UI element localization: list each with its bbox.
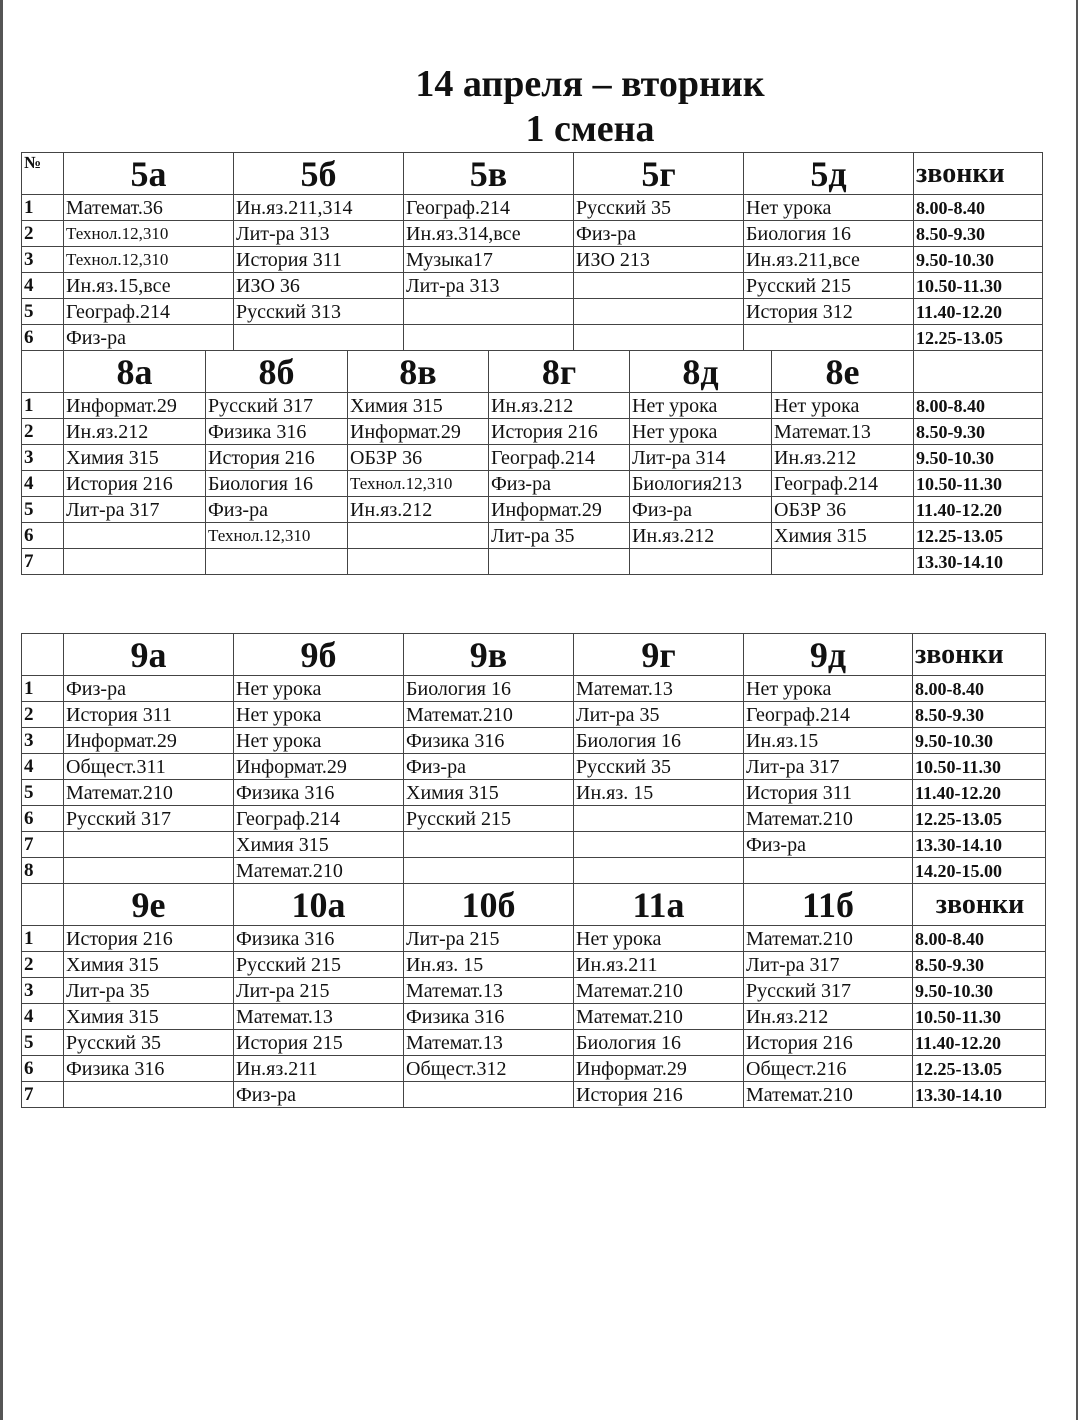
lesson-cell: Технол.12,310 [348, 471, 489, 497]
class-header: 8д [630, 351, 772, 393]
lesson-cell: Ин.яз.212 [744, 1004, 913, 1030]
num-header: № [22, 153, 64, 195]
lesson-cell: Русский 215 [744, 273, 914, 299]
lesson-cell: Русский 215 [234, 952, 404, 978]
lesson-row [22, 221, 1043, 247]
lesson-number: 7 [22, 832, 64, 858]
lesson-row [22, 273, 1043, 299]
lesson-cell: Физ-ра [234, 1082, 404, 1108]
lesson-cell [64, 523, 206, 549]
lesson-cell: Лит-ра 317 [64, 497, 206, 523]
lesson-cell: Ин.яз.211,314 [234, 195, 404, 221]
lesson-cell: Математ.210 [744, 806, 913, 832]
lesson-cell: Информат.29 [489, 497, 630, 523]
lesson-cell: История 216 [64, 471, 206, 497]
lesson-cell: Биология 16 [574, 728, 744, 754]
lesson-cell: Физ-ра [64, 676, 234, 702]
lesson-cell: История 312 [744, 299, 914, 325]
lesson-number: 5 [22, 497, 64, 523]
lesson-number: 2 [22, 221, 64, 247]
bell-time: 13.30-14.10 [914, 549, 1043, 575]
grade9-header-row [22, 634, 1046, 676]
lesson-cell: Технол.12,310 [64, 247, 234, 273]
num-header-empty [22, 351, 64, 393]
lesson-number: 1 [22, 676, 64, 702]
lesson-cell [744, 325, 914, 351]
lesson-cell: Ин.яз.15,все [64, 273, 234, 299]
lesson-cell [574, 273, 744, 299]
lesson-cell: Географ.214 [489, 445, 630, 471]
lesson-cell [404, 299, 574, 325]
lesson-row [22, 1082, 1046, 1108]
lesson-row [22, 445, 1043, 471]
lesson-cell: Математ.13 [574, 676, 744, 702]
bells-header: звонки [914, 153, 1043, 195]
lesson-number: 2 [22, 702, 64, 728]
lesson-cell [348, 549, 489, 575]
lesson-cell: Физика 316 [404, 1004, 574, 1030]
lesson-cell [64, 858, 234, 884]
lesson-cell [489, 549, 630, 575]
lesson-cell: Биология213 [630, 471, 772, 497]
lesson-row [22, 952, 1046, 978]
grade8-header-row [22, 351, 1043, 393]
class-header: 5д [744, 153, 914, 195]
lesson-number: 3 [22, 978, 64, 1004]
lesson-number: 1 [22, 926, 64, 952]
class-header: 8в [348, 351, 489, 393]
lesson-cell: Лит-ра 35 [574, 702, 744, 728]
lesson-cell: ОБЗР 36 [772, 497, 914, 523]
bell-time: 8.50-9.30 [913, 702, 1046, 728]
lesson-row [22, 978, 1046, 1004]
lesson-cell: Математ.210 [744, 926, 913, 952]
bells-header: звонки [913, 634, 1046, 676]
bell-time: 11.40-12.20 [914, 299, 1043, 325]
grade5-header-row [22, 153, 1043, 195]
lesson-cell: Нет урока [574, 926, 744, 952]
lesson-cell: Ин.яз.212 [64, 419, 206, 445]
lesson-row [22, 702, 1046, 728]
lesson-number: 3 [22, 728, 64, 754]
lesson-cell [404, 858, 574, 884]
class-header: 9е [64, 884, 234, 926]
lesson-cell: Русский 317 [744, 978, 913, 1004]
lesson-cell: Ин.яз.314,все [404, 221, 574, 247]
lesson-cell [234, 325, 404, 351]
lesson-cell: Физика 316 [64, 1056, 234, 1082]
lesson-cell: Физ-ра [744, 832, 913, 858]
bell-time: 8.00-8.40 [914, 195, 1043, 221]
lesson-cell: Нет урока [630, 419, 772, 445]
lesson-cell: Общест.311 [64, 754, 234, 780]
lesson-cell: Физ-ра [206, 497, 348, 523]
class-header: 9б [234, 634, 404, 676]
lesson-cell: Географ.214 [64, 299, 234, 325]
lesson-number: 8 [22, 858, 64, 884]
lesson-number: 6 [22, 806, 64, 832]
class-header: 9в [404, 634, 574, 676]
lesson-cell: Русский 35 [574, 195, 744, 221]
lesson-row [22, 832, 1046, 858]
class-header: 8а [64, 351, 206, 393]
lesson-cell: Химия 315 [234, 832, 404, 858]
lesson-cell: Математ.13 [772, 419, 914, 445]
lesson-cell: Ин.яз.212 [630, 523, 772, 549]
bell-time: 12.25-13.05 [914, 325, 1043, 351]
lesson-number: 1 [22, 195, 64, 221]
lesson-number: 4 [22, 471, 64, 497]
lesson-row [22, 299, 1043, 325]
bell-time: 9.50-10.30 [913, 728, 1046, 754]
lesson-cell [574, 806, 744, 832]
bell-time: 14.20-15.00 [913, 858, 1046, 884]
class-header: 8г [489, 351, 630, 393]
lesson-cell: История 311 [234, 247, 404, 273]
lesson-row [22, 676, 1046, 702]
lesson-cell: Физ-ра [630, 497, 772, 523]
lesson-cell [574, 325, 744, 351]
lesson-cell: Русский 35 [574, 754, 744, 780]
lesson-cell: Русский 317 [206, 393, 348, 419]
bell-time: 13.30-14.10 [913, 832, 1046, 858]
class-header: 5б [234, 153, 404, 195]
lesson-cell: Общест.312 [404, 1056, 574, 1082]
class-header: 9а [64, 634, 234, 676]
lesson-cell: Биология 16 [404, 676, 574, 702]
lesson-cell [348, 523, 489, 549]
class-header: 8б [206, 351, 348, 393]
lesson-number: 4 [22, 1004, 64, 1030]
lesson-cell: Лит-ра 313 [404, 273, 574, 299]
lesson-cell: Физ-ра [64, 325, 234, 351]
lesson-cell: История 216 [206, 445, 348, 471]
lesson-cell: Математ.13 [234, 1004, 404, 1030]
bell-time: 11.40-12.20 [914, 497, 1043, 523]
lesson-row [22, 754, 1046, 780]
bell-time: 11.40-12.20 [913, 780, 1046, 806]
lesson-number: 3 [22, 445, 64, 471]
lesson-cell: Технол.12,310 [206, 523, 348, 549]
lesson-cell: Географ.214 [744, 702, 913, 728]
lesson-cell: Технол.12,310 [64, 221, 234, 247]
page-title-date: 14 апреля – вторник [415, 63, 765, 105]
lesson-cell: Ин.яз.15 [744, 728, 913, 754]
lesson-cell: Музыка17 [404, 247, 574, 273]
lesson-cell: История 216 [489, 419, 630, 445]
lesson-cell: Русский 317 [64, 806, 234, 832]
bell-time: 10.50-11.30 [914, 471, 1043, 497]
lesson-cell [574, 858, 744, 884]
class-header: 11б [744, 884, 913, 926]
lesson-number: 6 [22, 1056, 64, 1082]
lesson-number: 5 [22, 1030, 64, 1056]
lesson-cell: Математ.210 [574, 1004, 744, 1030]
lesson-row [22, 497, 1043, 523]
bells-header: звонки [913, 884, 1046, 926]
lesson-number: 4 [22, 273, 64, 299]
lesson-cell: История 216 [574, 1082, 744, 1108]
lesson-cell: История 215 [234, 1030, 404, 1056]
lesson-row [22, 419, 1043, 445]
lesson-cell: Нет урока [772, 393, 914, 419]
bell-time: 13.30-14.10 [913, 1082, 1046, 1108]
class-header: 9д [744, 634, 913, 676]
lesson-number: 3 [22, 247, 64, 273]
num-header-empty [22, 884, 64, 926]
lesson-cell: Информат.29 [348, 419, 489, 445]
lesson-cell: Химия 315 [348, 393, 489, 419]
lesson-cell: Математ.210 [64, 780, 234, 806]
lesson-number: 2 [22, 952, 64, 978]
lesson-cell [630, 549, 772, 575]
lesson-number: 1 [22, 393, 64, 419]
lesson-cell: ИЗО 36 [234, 273, 404, 299]
bell-time: 8.00-8.40 [913, 926, 1046, 952]
class-header: 5г [574, 153, 744, 195]
lesson-cell: Химия 315 [404, 780, 574, 806]
bell-time: 8.00-8.40 [913, 676, 1046, 702]
lesson-cell [404, 325, 574, 351]
lesson-cell: ИЗО 213 [574, 247, 744, 273]
lesson-cell: Географ.214 [234, 806, 404, 832]
lesson-cell: Нет урока [234, 702, 404, 728]
bell-time: 9.50-10.30 [914, 445, 1043, 471]
lesson-cell: Биология 16 [206, 471, 348, 497]
lesson-cell: Биология 16 [574, 1030, 744, 1056]
lesson-cell [64, 549, 206, 575]
lesson-cell: История 311 [64, 702, 234, 728]
lesson-number: 6 [22, 523, 64, 549]
lesson-cell: Нет урока [234, 728, 404, 754]
lesson-cell: Ин.яз.212 [348, 497, 489, 523]
lesson-cell [64, 832, 234, 858]
lesson-row [22, 926, 1046, 952]
lesson-cell: Математ.210 [744, 1082, 913, 1108]
lesson-number: 5 [22, 299, 64, 325]
lesson-number: 6 [22, 325, 64, 351]
lesson-cell: Лит-ра 313 [234, 221, 404, 247]
lesson-cell: Нет урока [744, 195, 914, 221]
lesson-cell: ОБЗР 36 [348, 445, 489, 471]
lesson-row [22, 247, 1043, 273]
lesson-cell: Информат.29 [64, 393, 206, 419]
lesson-cell: Географ.214 [772, 471, 914, 497]
lesson-cell [574, 299, 744, 325]
lesson-cell: Физика 316 [234, 926, 404, 952]
bell-time: 8.50-9.30 [914, 221, 1043, 247]
lesson-row [22, 325, 1043, 351]
lesson-cell: Химия 315 [64, 952, 234, 978]
lesson-cell: Лит-ра 317 [744, 754, 913, 780]
lesson-row [22, 1030, 1046, 1056]
lesson-cell: Ин.яз.211 [234, 1056, 404, 1082]
bells-header-empty [914, 351, 1043, 393]
lesson-cell: Ин.яз. 15 [404, 952, 574, 978]
lesson-row [22, 806, 1046, 832]
lesson-cell: История 216 [64, 926, 234, 952]
lesson-cell: Общест.216 [744, 1056, 913, 1082]
lesson-number: 5 [22, 780, 64, 806]
lesson-cell [64, 1082, 234, 1108]
lesson-cell: Химия 315 [64, 445, 206, 471]
page-right-border [1076, 0, 1078, 1420]
bell-time: 9.50-10.30 [913, 978, 1046, 1004]
lesson-cell: Ин.яз.212 [489, 393, 630, 419]
lesson-cell: Математ.13 [404, 1030, 574, 1056]
lesson-cell [772, 549, 914, 575]
lesson-row [22, 471, 1043, 497]
class-header: 5в [404, 153, 574, 195]
lesson-row [22, 549, 1043, 575]
lesson-cell: Информат.29 [574, 1056, 744, 1082]
grade9e-11-header-row [22, 884, 1046, 926]
bell-time: 9.50-10.30 [914, 247, 1043, 273]
lesson-cell: Лит-ра 35 [489, 523, 630, 549]
lesson-cell: История 311 [744, 780, 913, 806]
lesson-cell: Нет урока [234, 676, 404, 702]
page-left-border [0, 0, 3, 1420]
lesson-cell: Математ.210 [574, 978, 744, 1004]
lesson-row [22, 1056, 1046, 1082]
schedule-table-grades-9-11 [21, 633, 1046, 1108]
lesson-cell: Физика 316 [404, 728, 574, 754]
bell-time: 12.25-13.05 [914, 523, 1043, 549]
bell-time: 11.40-12.20 [913, 1030, 1046, 1056]
bell-time: 8.00-8.40 [914, 393, 1043, 419]
lesson-cell: Информат.29 [234, 754, 404, 780]
lesson-cell: Лит-ра 314 [630, 445, 772, 471]
bell-time: 12.25-13.05 [913, 1056, 1046, 1082]
class-header: 8е [772, 351, 914, 393]
schedule-table-grades-5-8 [21, 152, 1043, 575]
lesson-cell [404, 832, 574, 858]
class-header: 10а [234, 884, 404, 926]
lesson-row [22, 195, 1043, 221]
lesson-cell: Русский 313 [234, 299, 404, 325]
lesson-row [22, 728, 1046, 754]
class-header: 9г [574, 634, 744, 676]
bell-time: 8.50-9.30 [914, 419, 1043, 445]
lesson-cell: Нет урока [744, 676, 913, 702]
lesson-number: 4 [22, 754, 64, 780]
lesson-row [22, 1004, 1046, 1030]
class-header: 10б [404, 884, 574, 926]
lesson-number: 2 [22, 419, 64, 445]
bell-time: 8.50-9.30 [913, 952, 1046, 978]
lesson-cell: Лит-ра 317 [744, 952, 913, 978]
num-header-empty [22, 634, 64, 676]
lesson-cell [744, 858, 913, 884]
lesson-cell: Биология 16 [744, 221, 914, 247]
lesson-cell: Информат.29 [64, 728, 234, 754]
lesson-row [22, 780, 1046, 806]
lesson-cell: Химия 315 [64, 1004, 234, 1030]
bell-time: 10.50-11.30 [913, 1004, 1046, 1030]
class-header: 5а [64, 153, 234, 195]
lesson-cell: Ин.яз. 15 [574, 780, 744, 806]
lesson-cell: Лит-ра 35 [64, 978, 234, 1004]
lesson-cell: Химия 315 [772, 523, 914, 549]
lesson-cell: Ин.яз.211,все [744, 247, 914, 273]
lesson-cell [404, 1082, 574, 1108]
lesson-cell: Географ.214 [404, 195, 574, 221]
page-title-shift: 1 смена [525, 108, 655, 150]
lesson-cell: Лит-ра 215 [234, 978, 404, 1004]
lesson-cell: Физика 316 [234, 780, 404, 806]
lesson-cell: Ин.яз.211 [574, 952, 744, 978]
bell-time: 10.50-11.30 [914, 273, 1043, 299]
lesson-cell [574, 832, 744, 858]
lesson-cell: Математ.210 [234, 858, 404, 884]
class-header: 11а [574, 884, 744, 926]
bell-time: 12.25-13.05 [913, 806, 1046, 832]
lesson-cell: История 216 [744, 1030, 913, 1056]
lesson-cell: Физ-ра [404, 754, 574, 780]
lesson-cell: Математ.210 [404, 702, 574, 728]
lesson-row [22, 523, 1043, 549]
lesson-cell: Русский 35 [64, 1030, 234, 1056]
bell-time: 10.50-11.30 [913, 754, 1046, 780]
lesson-cell: Русский 215 [404, 806, 574, 832]
lesson-cell [206, 549, 348, 575]
lesson-cell: Математ.13 [404, 978, 574, 1004]
lesson-cell: Физ-ра [574, 221, 744, 247]
lesson-cell: Лит-ра 215 [404, 926, 574, 952]
lesson-cell: Математ.36 [64, 195, 234, 221]
lesson-cell: Ин.яз.212 [772, 445, 914, 471]
lesson-cell: Физ-ра [489, 471, 630, 497]
lesson-number: 7 [22, 1082, 64, 1108]
lesson-row [22, 858, 1046, 884]
lesson-number: 7 [22, 549, 64, 575]
lesson-cell: Нет урока [630, 393, 772, 419]
lesson-row [22, 393, 1043, 419]
lesson-cell: Физика 316 [206, 419, 348, 445]
